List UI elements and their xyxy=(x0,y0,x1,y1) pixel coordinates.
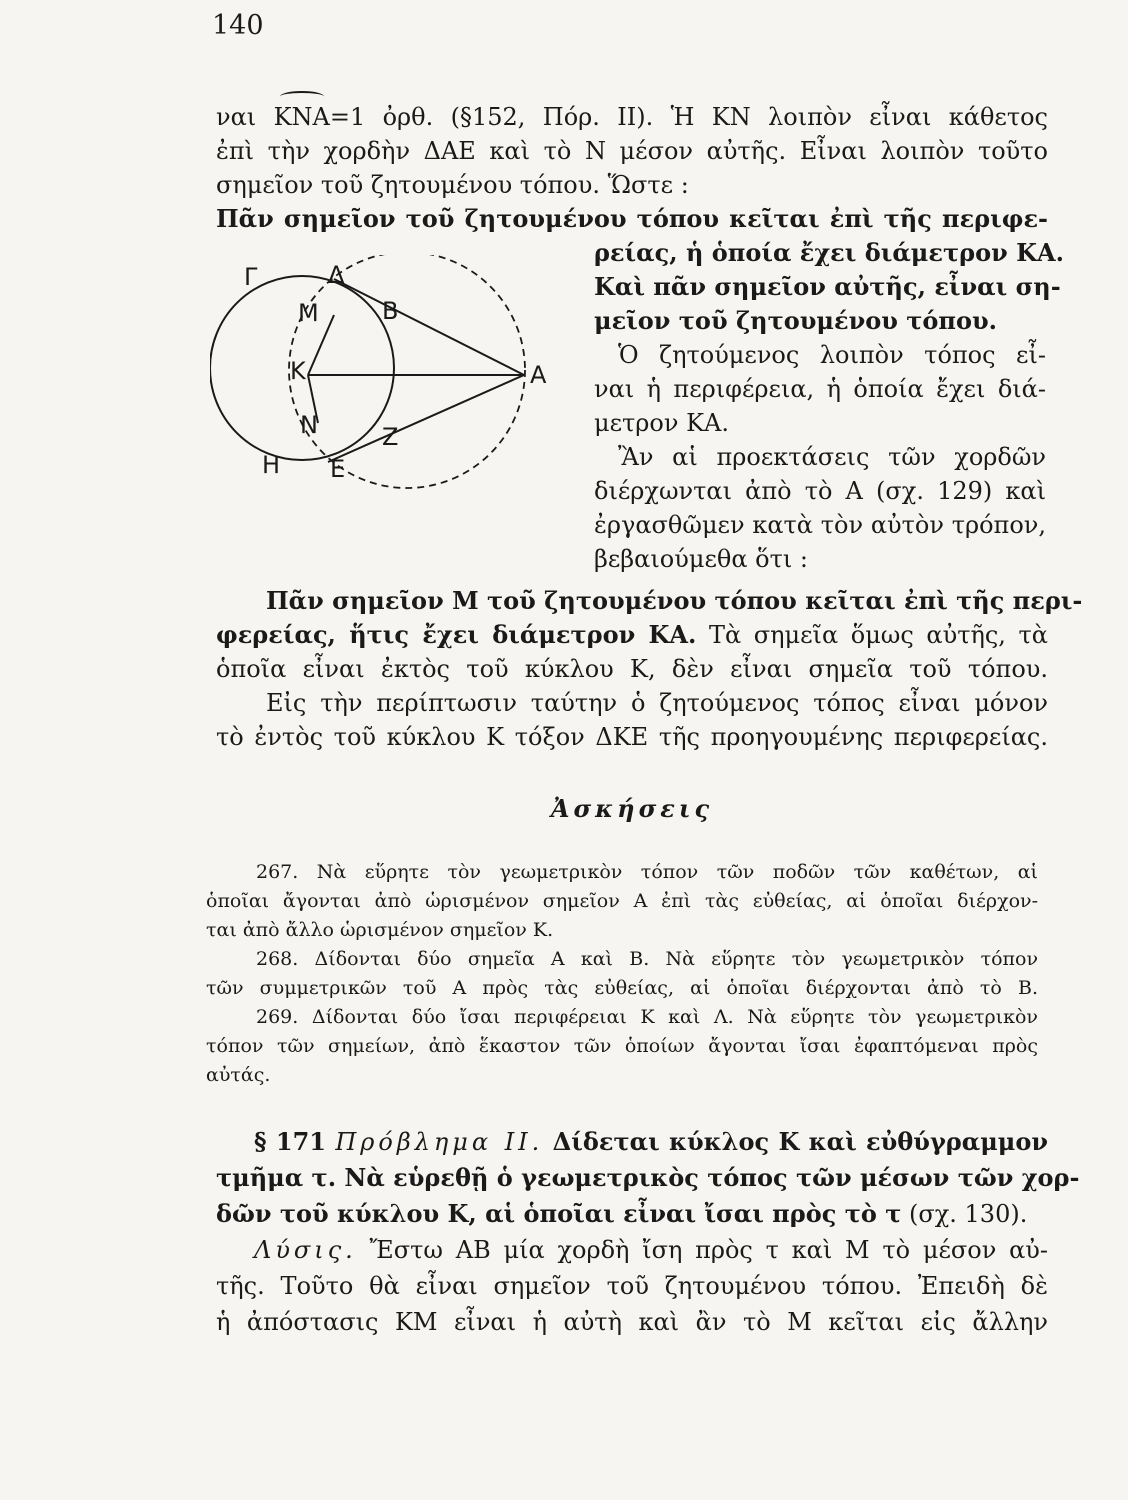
intro-line-2: ἐπὶ τὴν χορδὴν ΔΑΕ καὶ τὸ Ν μέσον αὐτῆς. Εἶναι λοιπὸν τοῦτο xyxy=(216,137,1048,165)
circle-dashed xyxy=(289,255,525,488)
right-line-10: βεβαιούμεθα ὅτι : xyxy=(594,545,809,573)
problem-line-3: δῶν τοῦ κύκλου Κ, αἱ ὁποῖαι εἶναι ἴσαι πρὸς τὸ τ (σχ. 130). xyxy=(216,1199,1028,1228)
right-line-9: ἐργασθῶμεν κατὰ τὸν αὐτὸν τρόπον, xyxy=(594,511,1046,539)
label-eta: Η xyxy=(262,451,281,479)
right-line-8: διέρχωνται ἀπὸ τὸ Α (σχ. 129) καὶ xyxy=(594,477,1046,505)
conclusion-line-3: ὁποῖα εἶναι ἐκτὸς τοῦ κύκλου Κ, δὲν εἶναι σημεῖα τοῦ τόπου. xyxy=(216,655,1048,683)
exercise-267-line-3: ται ἀπὸ ἄλλο ὡρισμένον σημεῖον Κ. xyxy=(206,919,554,941)
geometry-figure xyxy=(210,255,590,505)
exercise-268-line-1: 268. Δίδονται δύο σημεῖα Α καὶ Β. Νὰ εὕρητε τὸν γεωμετρικὸν τόπον xyxy=(256,948,1038,970)
conclusion-line-1: Πᾶν σημεῖον Μ τοῦ ζητουμένου τόπου κεῖται ἐπὶ τῆς περι- xyxy=(266,586,1083,615)
right-line-6: μετρον ΚΑ. xyxy=(594,409,729,437)
right-line-5: ναι ἡ περιφέρεια, ἡ ὁποία ἔχει διά- xyxy=(594,375,1046,403)
label-gamma: Γ xyxy=(244,263,258,291)
label-nu: Ν xyxy=(300,411,318,439)
angle-knA: ΚΝΑ xyxy=(274,100,330,134)
chord-d-a xyxy=(334,279,524,375)
right-line-1: ρείας, ἡ ὁποία ἔχει διάμετρον ΚΑ. xyxy=(594,238,1064,267)
intro-line-4: Πᾶν σημεῖον τοῦ ζητουμένου τόπου κεῖται ἐπὶ τῆς περιφε- xyxy=(216,204,1048,233)
exercise-269-line-1: 269. Δίδονται δύο ἴσαι περιφέρειαι Κ καὶ Λ. Νὰ εὕρητε τὸν γεωμετρικὸν xyxy=(256,1006,1038,1028)
conclusion-line-2: φερείας, ἥτις ἔχει διάμετρον ΚΑ. Τὰ σημεῖα ὅμως αὐτῆς, τὰ xyxy=(216,620,1048,649)
exercise-269-line-2: τόπον τῶν σημείων, ἀπὸ ἕκαστον τῶν ὁποίων ἄγονται ἴσαι ἐφαπτόμεναι πρὸς xyxy=(206,1035,1038,1057)
problem-line-1: § 171 Πρόβλημα ΙΙ. Δίδεται κύκλος Κ καὶ εὐθύγραμμον xyxy=(254,1127,1049,1156)
solution-line-3: ἡ ἀπόστασις ΚΜ εἶναι ἡ αὐτὴ καὶ ἂν τὸ Μ κεῖται εἰς ἄλλην xyxy=(216,1308,1048,1336)
problem-section xyxy=(216,1124,1080,1340)
label-epsilon: Ε xyxy=(330,455,346,483)
intro-line-3: σημεῖον τοῦ ζητουμένου τόπου. Ὥστε : xyxy=(216,171,689,199)
right-line-3: μεῖον τοῦ ζητουμένου τόπου. xyxy=(594,306,997,335)
label-kappa: Κ xyxy=(290,357,306,385)
solution-line-2: τῆς. Τοῦτο θὰ εἶναι σημεῖον τοῦ ζητουμένου τόπου. Ἐπειδὴ δὲ xyxy=(216,1272,1048,1300)
exercises-heading: Ἀσκήσεις xyxy=(550,794,714,823)
label-mu: Μ xyxy=(298,299,319,327)
intro-line-1: ναι ΚΝΑ=1 ὀρθ. (§152, Πόρ. ΙΙ). Ἡ ΚΝ λοιπὸν εἶναι κάθετος xyxy=(216,100,1048,134)
right-line-4: Ὁ ζητούμενος λοιπὸν τόπος εἶ- xyxy=(618,341,1046,369)
exercise-269-line-3: αὐτάς. xyxy=(206,1064,271,1086)
conclusion-line-4: Εἰς τὴν περίπτωσιν ταύτην ὁ ζητούμενος τόπος εἶναι μόνον xyxy=(266,689,1048,717)
exercise-268-line-2: τῶν συμμετρικῶν τοῦ Α πρὸς τὰς εὐθείας, αἱ ὁποῖαι διέρχονται ἀπὸ τὸ Β. xyxy=(206,977,1038,999)
label-alpha: Α xyxy=(530,361,547,389)
problem-line-2: τμῆμα τ. Νὰ εὑρεθῇ ὁ γεωμετρικὸς τόπος τῶν μέσων τῶν χορ- xyxy=(216,1163,1080,1192)
solution-line-1: Λύσις. Ἔστω ΑΒ μία χορδὴ ἴση πρὸς τ καὶ Μ τὸ μέσον αὐ- xyxy=(254,1236,1048,1264)
exercise-267-line-2: ὁποῖαι ἄγονται ἀπὸ ὡρισμένον σημεῖον Α ἐπὶ τὰς εὐθείας, αἱ ὁποῖαι διέρχον- xyxy=(206,890,1038,912)
conclusion-line-5: τὸ ἐντὸς τοῦ κύκλου Κ τόξον ΔΚΕ τῆς προηγουμένης περιφερείας. xyxy=(216,723,1048,751)
right-line-7: Ἂν αἱ προεκτάσεις τῶν χορδῶν xyxy=(618,443,1046,471)
conclusion-paragraph xyxy=(216,584,1083,754)
page-number: 140 xyxy=(212,10,264,41)
label-delta: Δ xyxy=(328,261,345,289)
right-column-text xyxy=(594,236,1064,576)
intro-paragraph xyxy=(216,100,1048,236)
label-zeta: Ζ xyxy=(382,423,399,451)
exercise-267-line-1: 267. Νὰ εὕρητε τὸν γεωμετρικὸν τόπον τῶν ποδῶν τῶν καθέτων, αἱ xyxy=(256,861,1038,883)
exercises-list xyxy=(206,858,1038,1090)
label-beta: Β xyxy=(382,297,399,325)
exercises-section xyxy=(216,792,1048,826)
right-line-2: Καὶ πᾶν σημεῖον αὐτῆς, εἶναι ση- xyxy=(594,272,1061,301)
